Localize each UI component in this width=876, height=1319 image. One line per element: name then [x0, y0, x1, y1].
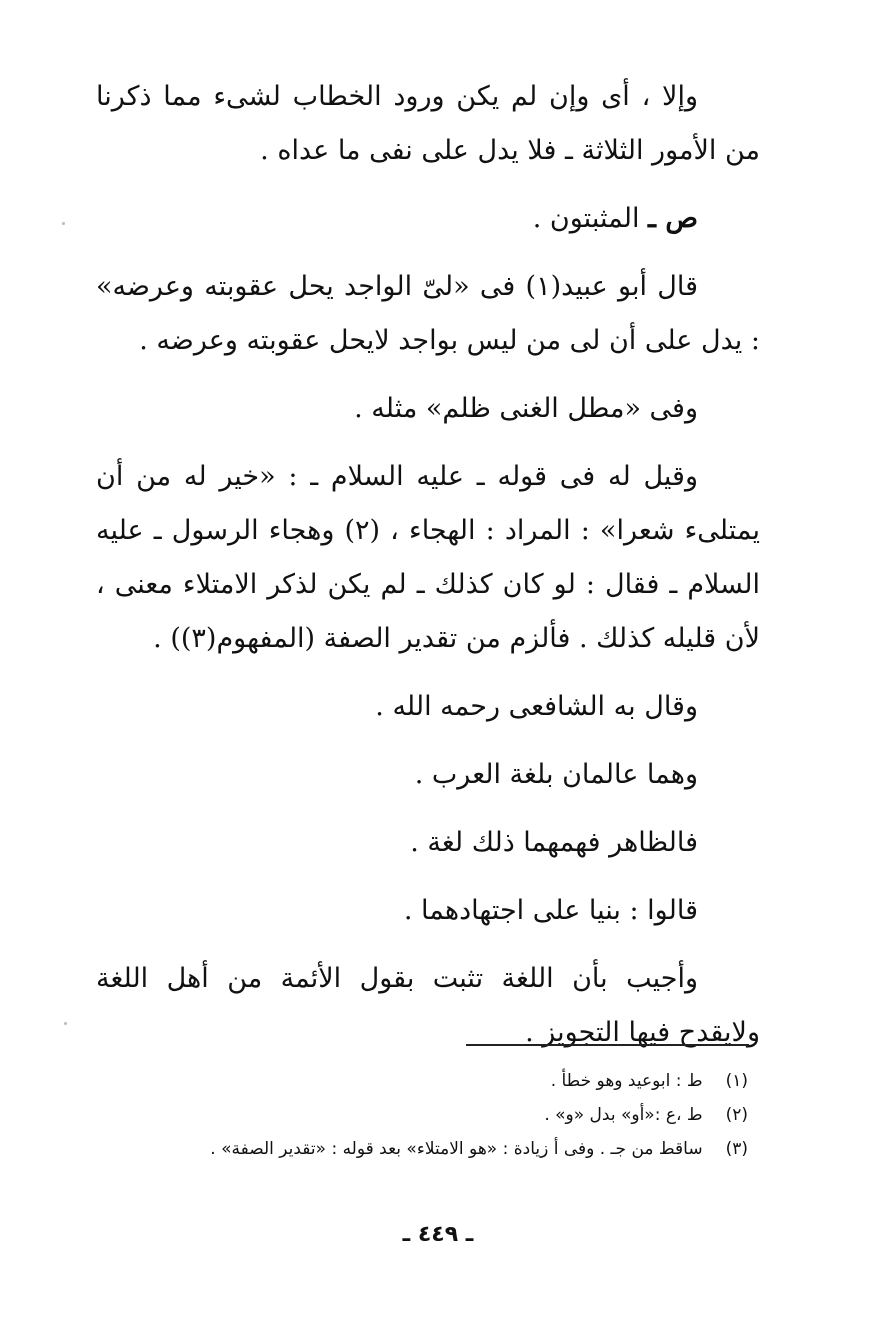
- paragraph-7: وهما عالمان بلغة العرب .: [414, 759, 698, 790]
- footnote-1: [96, 1064, 748, 1098]
- main-text: [96, 70, 760, 1074]
- page-number: ـ ٤٤٩ ـ: [402, 1222, 474, 1247]
- footnote-text: ط ،ع :«أو» بدل «و» .: [544, 1105, 703, 1125]
- paragraph-4: وفى «مطل الغنى ظلم» مثله .: [354, 393, 698, 424]
- paragraph-8: فالظاهر فهمهما ذلك لغة .: [410, 827, 698, 858]
- speck: [64, 1022, 67, 1025]
- paragraph-5: وقيل له فى قوله ـ عليه السلام ـ : «خير له من أن يمتلىء شعرا» : المراد : الهجاء ، (٢) وهجاء الرسول ـ عليه السلام ـ فقال : لو كان كذلك ـ لم يكن لذكر الامتلاء معنى ، لأن قليله كذلك . فألزم من تقدير الصفة (المفهوم(٣)) .: [96, 461, 761, 654]
- footnote-number: (٣): [725, 1139, 748, 1159]
- speck: [62, 222, 65, 225]
- paragraph-9: قالوا : بنيا على اجتهادهما .: [403, 895, 698, 926]
- footnote-2: [96, 1098, 748, 1132]
- paragraph-1: وإلا ، أى وإن لم يكن ورود الخطاب لشىء مما ذكرنا من الأمور الثلاثة ـ فلا يدل على نفى ما عداه .: [96, 81, 760, 166]
- section-marker: ص ـ: [648, 203, 698, 234]
- footnote-number: (١): [725, 1071, 748, 1091]
- footnote-3: [96, 1132, 748, 1166]
- paragraph-3: قال أبو عبيد(١) فى «لىّ الواجد يحل عقوبته وعرضه» : يدل على أن لى من ليس بواجد لايحل عقوبته وعرضه .: [96, 271, 760, 356]
- footnote-number: (٢): [725, 1105, 748, 1125]
- paragraph-10: وأجيب بأن اللغة تثبت بقول الأئمة من أهل اللغة ولايقدح فيها التجويز .: [96, 963, 760, 1048]
- footnote-text: ساقط من جـ . وفى أ زيادة : «هو الامتلاء» بعد قوله : «تقدير الصفة» .: [210, 1139, 703, 1159]
- paragraph-6: وقال به الشافعى رحمه الله .: [375, 691, 698, 722]
- footnotes: [96, 1064, 748, 1166]
- footnote-divider: [466, 1044, 749, 1046]
- footnote-text: ط : ابوعيد وهو خطأ .: [550, 1071, 703, 1091]
- paragraph-2-section-heading: ص ـ المثبتون .: [532, 203, 698, 234]
